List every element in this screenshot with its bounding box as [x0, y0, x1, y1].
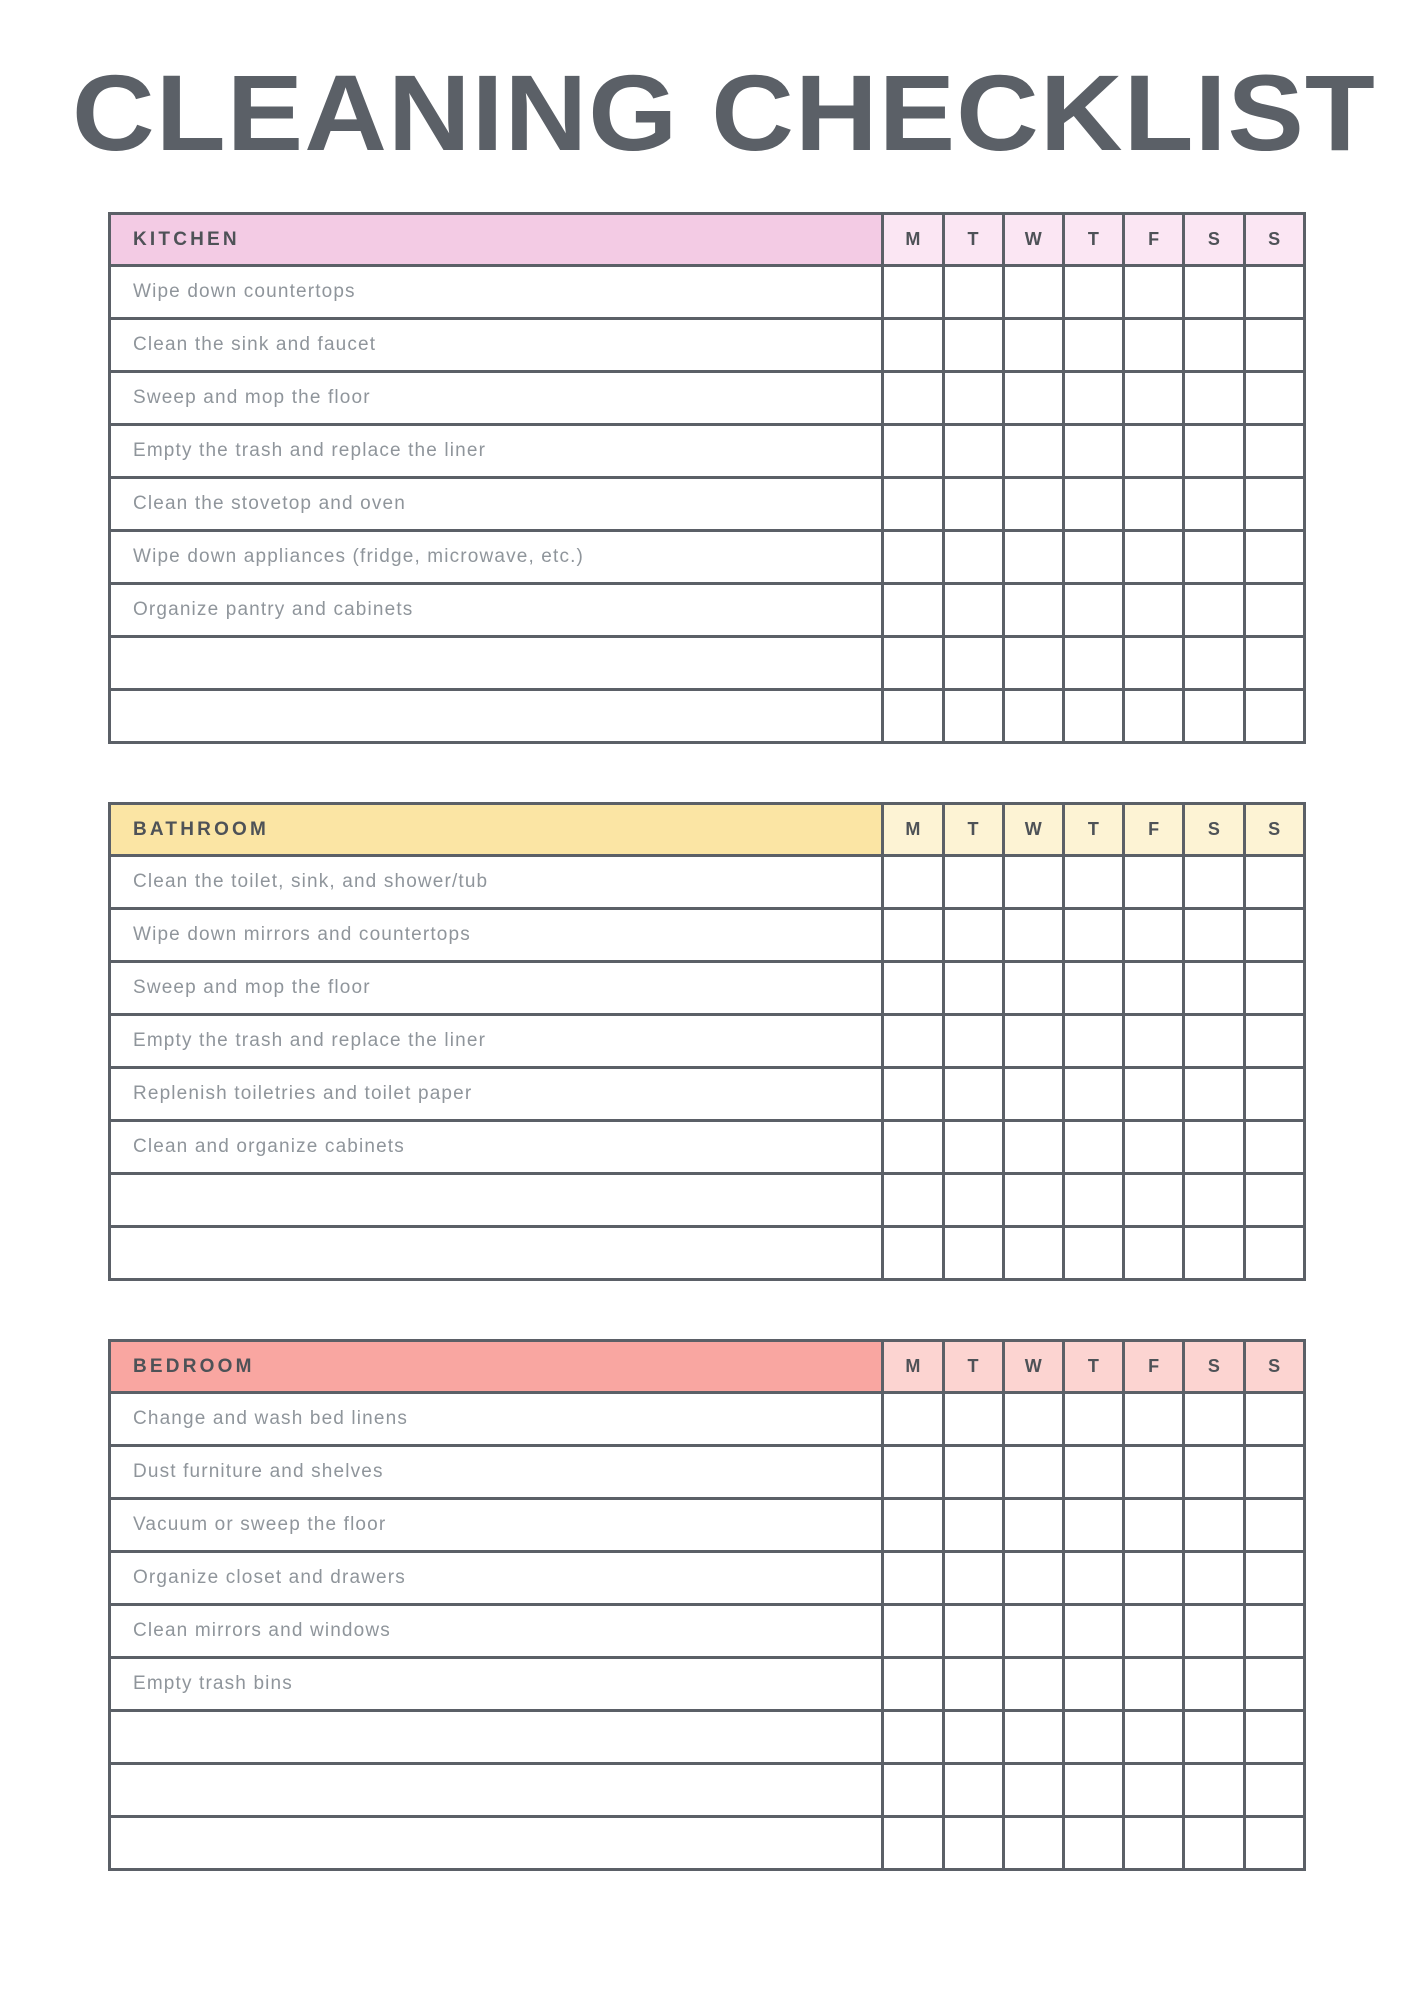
checkbox-cell[interactable] — [1003, 1764, 1063, 1817]
checkbox-cell[interactable] — [1003, 962, 1063, 1015]
checkbox-cell[interactable] — [943, 319, 1003, 372]
checkbox-cell[interactable] — [1003, 1817, 1063, 1870]
checkbox-cell[interactable] — [1244, 1121, 1304, 1174]
checkbox-cell[interactable] — [1124, 1068, 1184, 1121]
checklist-table-kitchen — [108, 212, 1306, 744]
task-label[interactable]: Wipe down appliances (fridge, microwave, etc.) — [110, 531, 883, 584]
task-row — [110, 1605, 1305, 1658]
task-row — [110, 1068, 1305, 1121]
checkbox-cell[interactable] — [1124, 1499, 1184, 1552]
checkbox-cell[interactable] — [1003, 856, 1063, 909]
checkbox-cell[interactable] — [1064, 584, 1124, 637]
day-header-7: S — [1244, 214, 1304, 266]
checkbox-cell[interactable] — [1003, 531, 1063, 584]
page-title: CLEANING CHECKLIST — [72, 52, 1376, 173]
task-label[interactable]: Clean and organize cabinets — [110, 1121, 883, 1174]
checkbox-cell[interactable] — [1244, 1764, 1304, 1817]
checklist-table-bedroom — [108, 1339, 1306, 1871]
checkbox-cell[interactable] — [1124, 1015, 1184, 1068]
checkbox-cell[interactable] — [1124, 266, 1184, 319]
checkbox-cell[interactable] — [883, 1015, 943, 1068]
day-header-4: T — [1064, 804, 1124, 856]
checkbox-cell[interactable] — [883, 1174, 943, 1227]
checkbox-cell[interactable] — [1003, 637, 1063, 690]
checkbox-cell[interactable] — [943, 1552, 1003, 1605]
blank-task-cell[interactable] — [110, 690, 883, 743]
checkbox-cell[interactable] — [1184, 690, 1244, 743]
day-header-6: S — [1184, 804, 1244, 856]
task-label[interactable]: Sweep and mop the floor — [110, 962, 883, 1015]
blank-task-cell[interactable] — [110, 1227, 883, 1280]
checkbox-cell[interactable] — [1184, 1605, 1244, 1658]
task-label[interactable]: Sweep and mop the floor — [110, 372, 883, 425]
checkbox-cell[interactable] — [883, 637, 943, 690]
task-row — [110, 1658, 1305, 1711]
checkbox-cell[interactable] — [1124, 1446, 1184, 1499]
blank-row — [110, 1764, 1305, 1817]
checkbox-cell[interactable] — [1003, 266, 1063, 319]
checkbox-cell[interactable] — [1184, 1817, 1244, 1870]
checkbox-cell[interactable] — [943, 1605, 1003, 1658]
checkbox-cell[interactable] — [1064, 962, 1124, 1015]
checkbox-cell[interactable] — [1184, 372, 1244, 425]
checkbox-cell[interactable] — [1064, 637, 1124, 690]
checkbox-cell[interactable] — [1244, 1658, 1304, 1711]
day-header-6: S — [1184, 214, 1244, 266]
sections-container — [108, 212, 1306, 1871]
checkbox-cell[interactable] — [943, 531, 1003, 584]
checkbox-cell[interactable] — [1064, 1711, 1124, 1764]
section-kitchen — [108, 212, 1306, 744]
checkbox-cell[interactable] — [943, 584, 1003, 637]
checkbox-cell[interactable] — [1184, 531, 1244, 584]
checkbox-cell[interactable] — [1184, 1015, 1244, 1068]
blank-row — [110, 690, 1305, 743]
task-row — [110, 478, 1305, 531]
checkbox-cell[interactable] — [883, 531, 943, 584]
checkbox-cell[interactable] — [1064, 1764, 1124, 1817]
task-label[interactable]: Clean the toilet, sink, and shower/tub — [110, 856, 883, 909]
checkbox-cell[interactable] — [1003, 319, 1063, 372]
checkbox-cell[interactable] — [1124, 319, 1184, 372]
checkbox-cell[interactable] — [1184, 1446, 1244, 1499]
task-row — [110, 962, 1305, 1015]
checkbox-cell[interactable] — [1124, 690, 1184, 743]
checkbox-cell[interactable] — [1124, 1227, 1184, 1280]
day-header-1: M — [883, 804, 943, 856]
checkbox-cell[interactable] — [1244, 1174, 1304, 1227]
section-header-row — [110, 214, 1305, 266]
checkbox-cell[interactable] — [943, 1121, 1003, 1174]
checkbox-cell[interactable] — [1244, 856, 1304, 909]
day-header-4: T — [1064, 1341, 1124, 1393]
checkbox-cell[interactable] — [1244, 1068, 1304, 1121]
checkbox-cell[interactable] — [1124, 856, 1184, 909]
checkbox-cell[interactable] — [1064, 1227, 1124, 1280]
checkbox-cell[interactable] — [1064, 1015, 1124, 1068]
section-header-row — [110, 804, 1305, 856]
checkbox-cell[interactable] — [1184, 962, 1244, 1015]
task-row — [110, 584, 1305, 637]
checkbox-cell[interactable] — [1184, 1711, 1244, 1764]
checkbox-cell[interactable] — [1184, 1393, 1244, 1446]
checkbox-cell[interactable] — [1244, 962, 1304, 1015]
day-header-5: F — [1124, 1341, 1184, 1393]
checkbox-cell[interactable] — [1244, 1605, 1304, 1658]
checkbox-cell[interactable] — [943, 1174, 1003, 1227]
checkbox-cell[interactable] — [1184, 1658, 1244, 1711]
checkbox-cell[interactable] — [943, 266, 1003, 319]
checkbox-cell[interactable] — [1003, 1711, 1063, 1764]
checkbox-cell[interactable] — [1184, 1068, 1244, 1121]
checkbox-cell[interactable] — [1064, 478, 1124, 531]
day-header-5: F — [1124, 804, 1184, 856]
section-bathroom — [108, 802, 1306, 1281]
checkbox-cell[interactable] — [1064, 1817, 1124, 1870]
checkbox-cell[interactable] — [1244, 531, 1304, 584]
blank-row — [110, 637, 1305, 690]
checkbox-cell[interactable] — [1244, 1552, 1304, 1605]
checkbox-cell[interactable] — [883, 1711, 943, 1764]
day-header-1: M — [883, 1341, 943, 1393]
checkbox-cell[interactable] — [883, 962, 943, 1015]
checkbox-cell[interactable] — [1003, 425, 1063, 478]
checkbox-cell[interactable] — [1184, 909, 1244, 962]
task-row — [110, 531, 1305, 584]
task-label[interactable]: Empty trash bins — [110, 1658, 883, 1711]
section-title-kitchen: KITCHEN — [110, 214, 883, 266]
checkbox-cell[interactable] — [943, 1711, 1003, 1764]
checkbox-cell[interactable] — [883, 856, 943, 909]
task-label[interactable]: Replenish toiletries and toilet paper — [110, 1068, 883, 1121]
checkbox-cell[interactable] — [1244, 690, 1304, 743]
task-row — [110, 1552, 1305, 1605]
task-row — [110, 856, 1305, 909]
checkbox-cell[interactable] — [1064, 1552, 1124, 1605]
checkbox-cell[interactable] — [1124, 1605, 1184, 1658]
checkbox-cell[interactable] — [943, 372, 1003, 425]
day-header-3: W — [1003, 804, 1063, 856]
checkbox-cell[interactable] — [1003, 1227, 1063, 1280]
day-header-6: S — [1184, 1341, 1244, 1393]
task-row — [110, 319, 1305, 372]
checkbox-cell[interactable] — [1124, 1121, 1184, 1174]
task-label[interactable]: Empty the trash and replace the liner — [110, 425, 883, 478]
checkbox-cell[interactable] — [1124, 1174, 1184, 1227]
checkbox-cell[interactable] — [1184, 584, 1244, 637]
checkbox-cell[interactable] — [1064, 856, 1124, 909]
checkbox-cell[interactable] — [1244, 1393, 1304, 1446]
checkbox-cell[interactable] — [943, 1499, 1003, 1552]
checkbox-cell[interactable] — [1184, 1121, 1244, 1174]
checkbox-cell[interactable] — [943, 1658, 1003, 1711]
checkbox-cell[interactable] — [1064, 690, 1124, 743]
task-label[interactable]: Clean the stovetop and oven — [110, 478, 883, 531]
checkbox-cell[interactable] — [1003, 1015, 1063, 1068]
checkbox-cell[interactable] — [943, 1764, 1003, 1817]
checkbox-cell[interactable] — [1064, 909, 1124, 962]
checkbox-cell[interactable] — [883, 372, 943, 425]
checkbox-cell[interactable] — [1244, 478, 1304, 531]
checkbox-cell[interactable] — [1064, 1499, 1124, 1552]
checkbox-cell[interactable] — [1064, 531, 1124, 584]
checkbox-cell[interactable] — [883, 584, 943, 637]
section-title-bathroom: BATHROOM — [110, 804, 883, 856]
checkbox-cell[interactable] — [883, 690, 943, 743]
day-header-3: W — [1003, 214, 1063, 266]
task-row — [110, 1499, 1305, 1552]
checkbox-cell[interactable] — [883, 909, 943, 962]
checkbox-cell[interactable] — [1064, 1446, 1124, 1499]
checkbox-cell[interactable] — [1184, 1552, 1244, 1605]
checkbox-cell[interactable] — [1064, 319, 1124, 372]
checkbox-cell[interactable] — [883, 1658, 943, 1711]
checkbox-cell[interactable] — [1184, 1227, 1244, 1280]
day-header-2: T — [943, 214, 1003, 266]
checkbox-cell[interactable] — [1184, 1499, 1244, 1552]
section-header-row — [110, 1341, 1305, 1393]
checkbox-cell[interactable] — [883, 1817, 943, 1870]
checkbox-cell[interactable] — [943, 909, 1003, 962]
checkbox-cell[interactable] — [1124, 478, 1184, 531]
checkbox-cell[interactable] — [1064, 1068, 1124, 1121]
checkbox-cell[interactable] — [1003, 372, 1063, 425]
checkbox-cell[interactable] — [883, 1068, 943, 1121]
checkbox-cell[interactable] — [1003, 1068, 1063, 1121]
blank-task-cell[interactable] — [110, 1764, 883, 1817]
checkbox-cell[interactable] — [1003, 1658, 1063, 1711]
checkbox-cell[interactable] — [1003, 584, 1063, 637]
checkbox-cell[interactable] — [883, 1121, 943, 1174]
checkbox-cell[interactable] — [1003, 1393, 1063, 1446]
checkbox-cell[interactable] — [1064, 372, 1124, 425]
task-label[interactable]: Wipe down mirrors and countertops — [110, 909, 883, 962]
checkbox-cell[interactable] — [1244, 1711, 1304, 1764]
checkbox-cell[interactable] — [1003, 1446, 1063, 1499]
checkbox-cell[interactable] — [1003, 1605, 1063, 1658]
blank-task-cell[interactable] — [110, 1817, 883, 1870]
checkbox-cell[interactable] — [883, 1227, 943, 1280]
blank-row — [110, 1711, 1305, 1764]
checkbox-cell[interactable] — [943, 690, 1003, 743]
checkbox-cell[interactable] — [943, 1227, 1003, 1280]
task-row — [110, 909, 1305, 962]
checkbox-cell[interactable] — [883, 1446, 943, 1499]
checkbox-cell[interactable] — [1003, 690, 1063, 743]
checkbox-cell[interactable] — [1244, 1015, 1304, 1068]
checkbox-cell[interactable] — [1124, 1711, 1184, 1764]
checkbox-cell[interactable] — [1184, 425, 1244, 478]
checkbox-cell[interactable] — [1184, 319, 1244, 372]
checkbox-cell[interactable] — [1124, 425, 1184, 478]
checkbox-cell[interactable] — [1124, 1817, 1184, 1870]
checkbox-cell[interactable] — [1184, 266, 1244, 319]
day-header-1: M — [883, 214, 943, 266]
day-header-4: T — [1064, 214, 1124, 266]
task-row — [110, 1393, 1305, 1446]
checkbox-cell[interactable] — [1244, 637, 1304, 690]
checkbox-cell[interactable] — [1124, 962, 1184, 1015]
checkbox-cell[interactable] — [943, 1817, 1003, 1870]
checkbox-cell[interactable] — [1244, 319, 1304, 372]
task-label[interactable]: Vacuum or sweep the floor — [110, 1499, 883, 1552]
checkbox-cell[interactable] — [883, 1552, 943, 1605]
checkbox-cell[interactable] — [1064, 1174, 1124, 1227]
checkbox-cell[interactable] — [1064, 1605, 1124, 1658]
checkbox-cell[interactable] — [1244, 425, 1304, 478]
task-label[interactable]: Empty the trash and replace the liner — [110, 1015, 883, 1068]
checkbox-cell[interactable] — [943, 1446, 1003, 1499]
checkbox-cell[interactable] — [1003, 1499, 1063, 1552]
checkbox-cell[interactable] — [1244, 1817, 1304, 1870]
checkbox-cell[interactable] — [1124, 1658, 1184, 1711]
task-label[interactable]: Clean mirrors and windows — [110, 1605, 883, 1658]
checkbox-cell[interactable] — [943, 425, 1003, 478]
checkbox-cell[interactable] — [1003, 909, 1063, 962]
checkbox-cell[interactable] — [1064, 1121, 1124, 1174]
checkbox-cell[interactable] — [943, 637, 1003, 690]
checkbox-cell[interactable] — [1244, 266, 1304, 319]
checkbox-cell[interactable] — [883, 266, 943, 319]
blank-row — [110, 1817, 1305, 1870]
checkbox-cell[interactable] — [883, 319, 943, 372]
task-row — [110, 1121, 1305, 1174]
task-row — [110, 1446, 1305, 1499]
checkbox-cell[interactable] — [943, 1015, 1003, 1068]
checkbox-cell[interactable] — [1003, 1174, 1063, 1227]
day-header-2: T — [943, 804, 1003, 856]
task-label[interactable]: Change and wash bed linens — [110, 1393, 883, 1446]
checkbox-cell[interactable] — [1064, 1658, 1124, 1711]
checkbox-cell[interactable] — [1124, 909, 1184, 962]
checkbox-cell[interactable] — [883, 1764, 943, 1817]
checkbox-cell[interactable] — [1064, 1393, 1124, 1446]
day-header-7: S — [1244, 1341, 1304, 1393]
checkbox-cell[interactable] — [1244, 909, 1304, 962]
checkbox-cell[interactable] — [1124, 584, 1184, 637]
checkbox-cell[interactable] — [1003, 1552, 1063, 1605]
blank-task-cell[interactable] — [110, 1711, 883, 1764]
checkbox-cell[interactable] — [1184, 637, 1244, 690]
task-label[interactable]: Wipe down countertops — [110, 266, 883, 319]
checkbox-cell[interactable] — [1124, 637, 1184, 690]
checkbox-cell[interactable] — [883, 425, 943, 478]
task-label[interactable]: Organize closet and drawers — [110, 1552, 883, 1605]
checkbox-cell[interactable] — [883, 478, 943, 531]
checkbox-cell[interactable] — [1064, 266, 1124, 319]
checkbox-cell[interactable] — [1184, 1764, 1244, 1817]
checkbox-cell[interactable] — [1124, 1552, 1184, 1605]
task-row — [110, 372, 1305, 425]
checkbox-cell[interactable] — [1124, 1764, 1184, 1817]
checkbox-cell[interactable] — [1244, 584, 1304, 637]
task-label[interactable]: Organize pantry and cabinets — [110, 584, 883, 637]
task-label[interactable]: Dust furniture and shelves — [110, 1446, 883, 1499]
checkbox-cell[interactable] — [1244, 1227, 1304, 1280]
blank-task-cell[interactable] — [110, 637, 883, 690]
blank-task-cell[interactable] — [110, 1174, 883, 1227]
checkbox-cell[interactable] — [1244, 1446, 1304, 1499]
section-bedroom — [108, 1339, 1306, 1871]
checkbox-cell[interactable] — [943, 478, 1003, 531]
checkbox-cell[interactable] — [1184, 856, 1244, 909]
task-label[interactable]: Clean the sink and faucet — [110, 319, 883, 372]
checkbox-cell[interactable] — [943, 1393, 1003, 1446]
checkbox-cell[interactable] — [1184, 1174, 1244, 1227]
checkbox-cell[interactable] — [1124, 531, 1184, 584]
checkbox-cell[interactable] — [943, 856, 1003, 909]
blank-row — [110, 1174, 1305, 1227]
blank-row — [110, 1227, 1305, 1280]
section-title-bedroom: BEDROOM — [110, 1341, 883, 1393]
checkbox-cell[interactable] — [1003, 1121, 1063, 1174]
checkbox-cell[interactable] — [883, 1499, 943, 1552]
day-header-3: W — [1003, 1341, 1063, 1393]
checklist-table-bathroom — [108, 802, 1306, 1281]
checkbox-cell[interactable] — [1244, 1499, 1304, 1552]
task-row — [110, 425, 1305, 478]
task-row — [110, 266, 1305, 319]
day-header-2: T — [943, 1341, 1003, 1393]
checkbox-cell[interactable] — [1184, 478, 1244, 531]
checkbox-cell[interactable] — [883, 1393, 943, 1446]
checkbox-cell[interactable] — [883, 1605, 943, 1658]
day-header-5: F — [1124, 214, 1184, 266]
checkbox-cell[interactable] — [1244, 372, 1304, 425]
checkbox-cell[interactable] — [1124, 1393, 1184, 1446]
checkbox-cell[interactable] — [943, 962, 1003, 1015]
task-row — [110, 1015, 1305, 1068]
checkbox-cell[interactable] — [1003, 478, 1063, 531]
checkbox-cell[interactable] — [1064, 425, 1124, 478]
checkbox-cell[interactable] — [1124, 372, 1184, 425]
day-header-7: S — [1244, 804, 1304, 856]
checkbox-cell[interactable] — [943, 1068, 1003, 1121]
